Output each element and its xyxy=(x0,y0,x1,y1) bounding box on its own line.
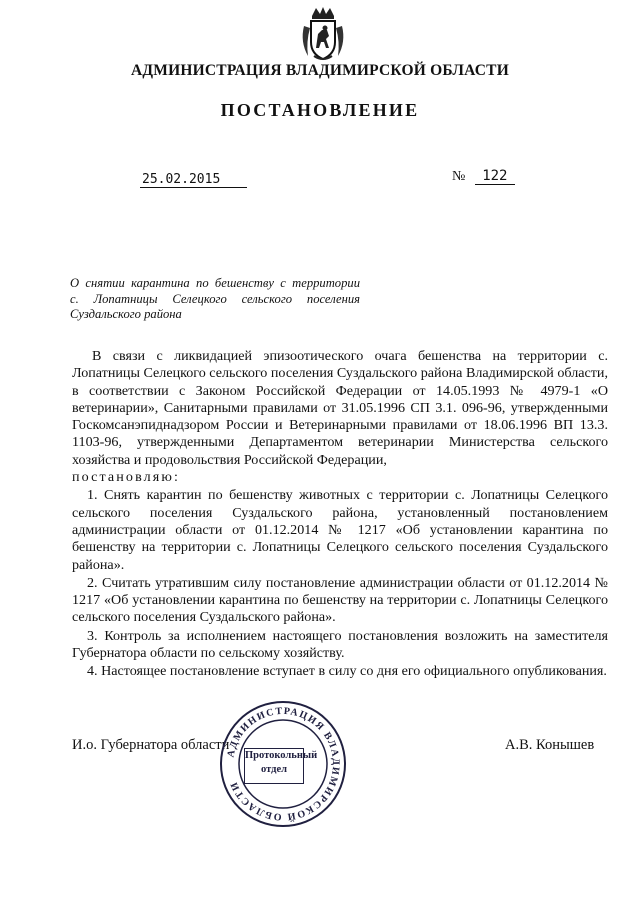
subject-line: Суздальского района xyxy=(70,307,182,321)
document-date: 25.02.2015 xyxy=(140,172,247,188)
coat-of-arms-icon xyxy=(298,6,348,62)
document-subject xyxy=(70,276,360,323)
subject-line: с. Лопатницы Селецкого сельского поселения xyxy=(70,291,360,306)
decree-item: 2. Считать утратившим силу постановление администрации области от 01.12.2014 № 1217 «Об установлении карантина по бешенству на территории с. Лопатницы Селецкого сельского поселения Суздальского района». xyxy=(72,574,608,626)
document-type-title: ПОСТАНОВЛЕНИЕ xyxy=(220,100,420,120)
intro-paragraph: В связи с ликвидацией эпизоотического очага бешенства на территории с. Лопатницы Селецкого сельского поселения Суздальского района Владимирской области, в соответствии с Законом Российской Федерации от 14.05.1993 № 4979-1 «О ветеринарии», Санитарными правилами от 31.05.1996 СП 3.1. 096-96, утвержденными Госкомсанэпиднадзором России и Ветеринарными правилами от 18.06.1996 ВП 13.3. 1103-96, утвержденными Департаментом ветеринарии Министерства сельского хозяйства и продовольствия Российской Федерации, xyxy=(72,348,608,468)
document-number xyxy=(452,168,515,185)
subject-line: О снятии карантина по бешенству с территории xyxy=(70,276,360,290)
number-sign: № xyxy=(452,169,466,184)
decree-word: постановляю: xyxy=(72,469,181,486)
stamp-department-box xyxy=(244,748,318,784)
decree-item: 3. Контроль за исполнением настоящего постановления возложить на заместителя Губернатора области по сельскому хозяйству. xyxy=(72,627,608,662)
signatory-name: А.В. Конышев xyxy=(505,737,595,753)
stamp-box-line: отдел xyxy=(261,764,287,775)
decree-item: 1. Снять карантин по бешенству животных с территории с. Лопатницы Селецкого сельского поселения Суздальского района, установленный постановлением администрации области от 01.12.2014 № 1217 «Об установлении карантина по бешенству на территории с. Лопатницы Селецкого сельского поселения Суздальского района». xyxy=(72,487,608,573)
organization-name: АДМИНИСТРАЦИЯ ВЛАДИМИРСКОЙ ОБЛАСТИ xyxy=(131,62,509,79)
signatory-title: И.о. Губернатора области xyxy=(72,737,230,753)
stamp-box-line: Протокольный xyxy=(245,750,318,761)
decree-item: 4. Настоящее постановление вступает в силу со дня его официального опубликования. xyxy=(87,663,607,680)
number-value: 122 xyxy=(475,168,515,185)
document-body xyxy=(72,348,608,681)
stamp-ring-text: АДМИНИСТРАЦИЯ ВЛАДИМИРСКОЙ ОБЛАСТИ xyxy=(225,705,342,823)
